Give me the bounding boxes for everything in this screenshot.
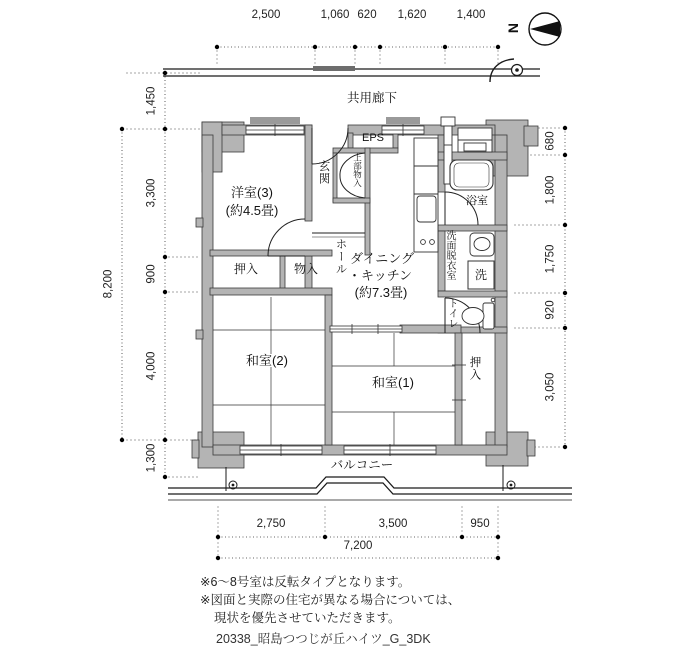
balcony-label: バルコニー — [330, 458, 394, 472]
dim-bottom-2: 3,500 — [378, 518, 408, 530]
plan-footer-id: 20338_昭島つつじが丘ハイツ_G_3DK — [216, 632, 431, 646]
room-japanese1-label: 和室(1) — [372, 375, 414, 390]
dim-left-1: 1,450 — [145, 86, 158, 116]
dim-bottom-total: 7,200 — [343, 540, 373, 552]
north-arrow-icon — [529, 13, 561, 45]
room-upper-storage-label: 上部物入 — [352, 153, 363, 187]
dim-left-4: 4,000 — [145, 351, 158, 381]
corridor-label: 共用廊下 — [346, 91, 398, 105]
room-dk-name1: ダイニング — [350, 251, 414, 266]
room-dk-name2: ・キッチン — [347, 268, 413, 283]
room-washroom-label: 洗面脱衣室 — [444, 230, 455, 280]
dim-right-1: 680 — [544, 131, 557, 151]
dim-left-2: 3,300 — [145, 178, 158, 208]
note-line-2: ※図面と実際の住宅が異なる場合については、 — [200, 593, 461, 607]
wash-basin — [470, 233, 494, 256]
water-heater — [458, 128, 492, 152]
dim-top-2: 1,060 — [320, 9, 350, 21]
dimension-left — [120, 71, 200, 479]
bathtub — [450, 160, 493, 190]
dimension-top — [215, 45, 500, 66]
dim-left-3: 900 — [145, 264, 158, 284]
dim-right-4: 920 — [544, 300, 557, 320]
closet-oshiire-label: 押入 — [233, 262, 259, 276]
room-bath-label: 浴室 — [466, 195, 488, 207]
note-line-1: ※6〜8号室は反転タイプとなります。 — [200, 575, 411, 589]
room-western3-name: 洋室(3) — [231, 185, 273, 200]
dim-top-4: 1,620 — [397, 9, 427, 21]
dim-top-3: 620 — [357, 9, 377, 21]
dim-right-3: 1,750 — [544, 244, 557, 274]
dim-right-2: 1,800 — [544, 175, 557, 205]
corridor-lines — [163, 59, 540, 82]
room-eps-label: EPS — [361, 132, 385, 144]
oshiire-right-label: 押入 — [468, 356, 481, 381]
closet-monoire-label: 物入 — [293, 262, 319, 276]
room-japanese2-label: 和室(2) — [246, 353, 288, 368]
north-label: N — [505, 22, 521, 34]
kitchen-counter — [414, 138, 438, 252]
room-western3-size: (約4.5畳) — [225, 203, 279, 218]
tatami-lines — [213, 297, 455, 445]
dim-bottom-1: 2,750 — [256, 518, 286, 530]
dim-right-5: 3,050 — [544, 372, 557, 402]
room-toilet-label: トイレ — [446, 298, 457, 328]
room-entrance-label: 玄関 — [317, 160, 330, 185]
dim-top-5: 1,400 — [456, 9, 486, 21]
dim-top-1: 2,500 — [251, 9, 281, 21]
dim-left-total: 8,200 — [102, 269, 115, 299]
room-hall-label: ホール — [334, 238, 347, 276]
room-laundry-label: 洗 — [474, 268, 488, 282]
note-line-3: 現状を優先させていただきます。 — [214, 611, 401, 625]
dim-bottom-3: 950 — [470, 518, 490, 530]
room-dk-size: (約7.3畳) — [354, 285, 408, 300]
toilet-fixture — [462, 298, 495, 329]
dim-left-5: 1,300 — [145, 443, 158, 473]
